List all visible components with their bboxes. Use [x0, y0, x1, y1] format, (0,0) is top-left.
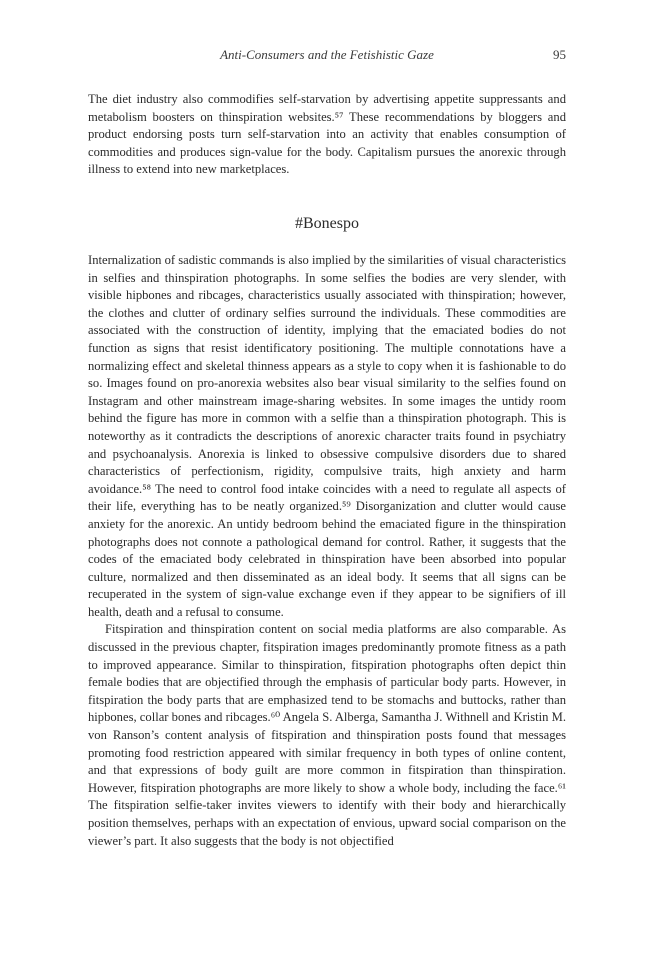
section-heading: #Bonespo	[295, 215, 359, 232]
body-paragraph-1: Internalization of sadistic commands is also implied by the similarities of visual characteristics in selfies and thinspiration photographs. In some selfies the bodies are very slender, with visible hipbones and ribcages, characteristics usually associated with thinspiration; however, the clothes and clutter of ordinary selfies surround the individuals. These commodities are associated with the construction of identity, implying that the emaciated bodies do not function as signs that resist identificatory positioning. The multiple connotations have a normalizing effect and skeletal thinness appears as a style to copy when it is fashionable to do so. Images found on pro-anorexia websites also bear visual similarity to the selfies found on Instagram and other mainstream image-sharing websites. In some images the untidy room behind the figure has more in common with a selfie than a thinspiration photograph. This is noteworthy as it contradicts the descriptions of anorexic character traits found in psychiatry and psychoanalysis. Anorexia is linked to obsessive compulsive disorders due to shared characteristics of perfectionism, rigidity, compulsive traits, high anxiety and harm avoidance.⁵⁸ The need to control food intake coincides with a need to regulate all aspects of their life, everything has to be neatly organized.⁵⁹ Disorganization and clutter would cause anxiety for the anorexic. An untidy bedroom behind the emaciated figure in the thinspiration photographs does not connote a pathological demand for control. Rather, it suggests that the codes of the emaciated body celebrated in thinspiration have been absorbed into popular culture, normalized and then disseminated as an ideal body. It seems that all signs can be recuperated in the system of sign-value exchange even if they appear to be signifiers of ill health, death and a refusal to consume.	[88, 253, 566, 619]
intro-text-block	[88, 91, 566, 179]
intro-paragraph: The diet industry also commodifies self-starvation by advertising appetite suppressants and metabolism boosters on thinspiration websites.⁵⁷ These recommendations by bloggers and product endorsing posts turn self-starvation into an activity that enables consumption of commodities and produces sign-value for the body. Capitalism pursues the anorexic through illness to extend into new marketplaces.	[88, 92, 566, 177]
running-title: Anti-Consumers and the Fetishistic Gaze	[220, 47, 434, 62]
body-paragraph-2: Fitspiration and thinspiration content on social media platforms are also comparable. As discussed in the previous chapter, fitspiration images predominantly promote fitness as a path to improved appearance. Similar to thinspiration, fitspiration photographs often depict thin female bodies that are objectified through the emphasis of particular body parts. However, in fitspiration the body parts that are emphasized tend to be stomachs and buttocks, rather than hipbones, collar bones and ribcages.⁶⁰ Angela S. Alberga, Samantha J. Withnell and Kristin M. von Ranson’s content analysis of fitspiration and thinspiration posts found that messages promoting food restriction appeared with similar frequency in both types of online content, and that expressions of body guilt are more common in fitspiration than thinspiration. However, fitspiration photographs are more likely to show a whole body, including the face.⁶¹ The fitspiration selfie-taker invites viewers to identify with their body and hierarchically position themselves, perhaps with an expectation of envious, upward social comparison on the viewer’s part. It also suggests that the body is not objectified	[88, 622, 566, 848]
body-text-block	[88, 252, 566, 850]
running-header	[88, 46, 566, 64]
page-number: 95	[553, 47, 566, 62]
